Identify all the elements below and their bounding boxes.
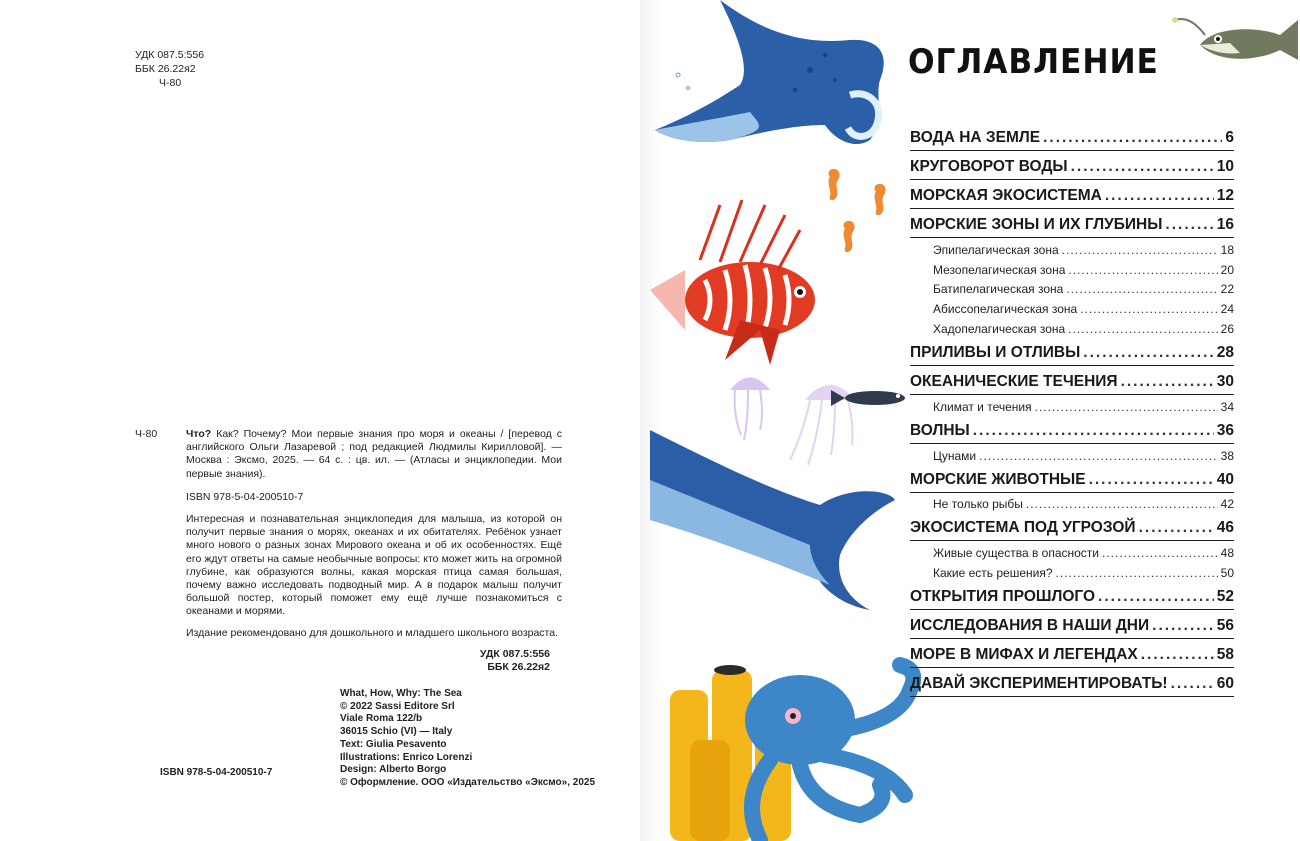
imprint-block [340, 688, 595, 790]
toc-page-number: 60 [1216, 674, 1234, 692]
toc-label: МОРСКАЯ ЭКОСИСТЕМА [910, 187, 1102, 204]
toc-leader-dots [1068, 263, 1217, 277]
toc-page-number: 56 [1216, 616, 1234, 634]
imprint-line: Viale Roma 122/b [340, 713, 423, 725]
toc-page-number: 36 [1216, 421, 1234, 439]
toc-chapter[interactable] [910, 464, 1234, 493]
imprint-line: Text: Giulia Pesavento [340, 738, 447, 750]
toc-page-number: 16 [1216, 216, 1234, 233]
toc-label: Какие есть решения? [933, 565, 1053, 580]
toc-leader-dots [1098, 588, 1214, 606]
toc-leader-dots [1056, 566, 1218, 580]
author-mark-left: Ч-80 [135, 428, 158, 440]
toc-page-number: 18 [1220, 242, 1234, 257]
toc-leader-dots [1121, 373, 1214, 391]
table-of-contents [910, 122, 1234, 697]
toc-leader-dots [1105, 187, 1214, 205]
toc-label: ВОДА НА ЗЕМЛЕ [910, 129, 1041, 146]
toc-leader-dots [979, 449, 1218, 463]
toc-label: Мезопелагическая зона [933, 262, 1066, 277]
toc-leader-dots [1068, 322, 1217, 336]
catalog-entry [186, 428, 562, 481]
imprint-line: © 2022 Sassi Editore Srl [340, 700, 455, 712]
toc-section[interactable] [910, 278, 1234, 298]
toc-label: ИССЛЕДОВАНИЯ В НАШИ ДНИ [910, 616, 1150, 634]
toc-leader-dots [1043, 129, 1222, 147]
anglerfish-icon [1170, 5, 1300, 75]
toc-chapter[interactable] [910, 512, 1234, 541]
toc-section[interactable] [910, 258, 1234, 278]
isbn-line: ISBN 978-5-04-200510-7 [186, 490, 304, 503]
toc-label: Живые существа в опасности [933, 546, 1100, 561]
toc-leader-dots [1026, 497, 1218, 511]
toc-label: ВОЛНЫ [910, 421, 970, 439]
toc-leader-dots [1102, 546, 1218, 560]
toc-label: ОТКРЫТИЯ ПРОШЛОГО [910, 587, 1096, 605]
toc-page-number: 22 [1220, 282, 1234, 297]
imprint-line: Design: Alberto Borgo [340, 764, 447, 776]
toc-leader-dots [1089, 471, 1214, 489]
toc-section[interactable] [910, 493, 1234, 513]
sea-creatures-illustration [650, 0, 950, 841]
toc-leader-dots [1083, 344, 1213, 362]
udk-block-bottom [135, 648, 562, 674]
toc-leader-dots [1080, 302, 1217, 316]
seahorse-icon [829, 169, 886, 252]
toc-label: Не только рыбы [933, 497, 1023, 512]
bibliographic-record [135, 428, 562, 674]
toc-label: Климат и течения [933, 399, 1032, 414]
toc-label: ЭКОСИСТЕМА ПОД УГРОЗОЙ [910, 519, 1136, 537]
author-mark: Ч-80 [159, 77, 182, 89]
toc-label: МОРСКИЕ ЖИВОТНЫЕ [910, 470, 1086, 488]
toc-page-number: 42 [1220, 497, 1234, 512]
toc-page-number: 34 [1220, 399, 1234, 414]
toc-section[interactable] [910, 297, 1234, 317]
toc-leader-dots [1139, 519, 1214, 537]
udk-code: УДК 087.5:556 [135, 49, 205, 61]
toc-chapter[interactable] [910, 415, 1234, 444]
toc-page-number: 12 [1216, 187, 1234, 204]
age-recommendation: Издание рекомендовано для дошкольного и младшего школьного возраста. [186, 626, 559, 639]
toc-label: ДАВАЙ ЭКСПЕРИМЕНТИРОВАТЬ! [910, 674, 1168, 692]
toc-page-number: 30 [1216, 372, 1234, 390]
toc-label: ПРИЛИВЫ И ОТЛИВЫ [910, 343, 1081, 361]
toc-leader-dots [1071, 158, 1214, 176]
imprint-line: What, How, Why: The Sea [340, 688, 462, 699]
toc-chapter[interactable] [910, 581, 1234, 610]
toc-title: ОГЛАВЛЕНИЕ [908, 42, 1159, 82]
toc-chapter[interactable] [910, 639, 1234, 668]
toc-label: Абиссопелагическая зона [933, 302, 1078, 317]
toc-leader-dots [1062, 243, 1218, 257]
imprint-line: Illustrations: Enrico Lorenzi [340, 751, 473, 763]
toc-page-number: 20 [1220, 262, 1234, 277]
toc-label: Батипелагическая зона [933, 282, 1064, 297]
toc-section[interactable] [910, 561, 1234, 581]
toc-chapter[interactable] [910, 180, 1234, 209]
toc-page-number: 10 [1216, 158, 1234, 175]
toc-chapter[interactable] [910, 122, 1234, 151]
manta-ray-icon [655, 0, 884, 144]
toc-page-number: 48 [1220, 546, 1234, 561]
jellyfish-icon [730, 378, 855, 466]
toc-section[interactable] [910, 317, 1234, 337]
toc-page-number: 6 [1225, 129, 1234, 146]
toc-leader-dots [1035, 400, 1218, 414]
imprint-line: 36015 Schio (VI) — Italy [340, 726, 453, 738]
toc-label: Эпипелагическая зона [933, 242, 1059, 257]
whale-tail-icon [650, 430, 895, 610]
toc-label: МОРСКИЕ ЗОНЫ И ИХ ГЛУБИНЫ [910, 216, 1163, 233]
annotation: Интересная и познавательная энциклопедия для малыша, из которой он получит первые знания о морях, океанах и их обитателях. Ребёнок узнает много нового о разных зонах Мирового океана и об их особенностях. Ещё его ждут ответы на самые необычные вопросы: кто может жить на огромной глубине, как образуются волны, какая морская птица самая большая, почему важно исследовать подводный мир. А в подарок малыш получит большой постер, который поможет ему ещё лучше познакомиться с океанами и морями. [186, 513, 562, 618]
toc-page-number: 52 [1216, 587, 1234, 605]
toc-chapter[interactable] [910, 151, 1234, 180]
toc-label: Цунами [933, 448, 977, 463]
toc-label: Хадопелагическая зона [933, 321, 1066, 336]
toc-chapter[interactable] [910, 668, 1234, 697]
toc-section[interactable] [910, 541, 1234, 561]
lionfish-icon [650, 200, 815, 365]
toc-page-number: 28 [1216, 343, 1234, 361]
toc-leader-dots [973, 422, 1214, 440]
udk-block-top [135, 48, 204, 90]
isbn-bottom: ISBN 978-5-04-200510-7 [160, 767, 273, 778]
udk-code-bottom: УДК 087.5:556 [479, 647, 550, 660]
toc-page-number: 38 [1220, 448, 1234, 463]
toc-label: ОКЕАНИЧЕСКИЕ ТЕЧЕНИЯ [910, 372, 1118, 390]
bbk-code-bottom: ББК 26.22я2 [487, 661, 550, 674]
toc-page-number: 24 [1220, 302, 1234, 317]
toc-leader-dots [1152, 617, 1214, 635]
toc-label: КРУГОВОРОТ ВОДЫ [910, 158, 1068, 175]
imprint-line: © Оформление. ООО «Издательство «Эксмо», 2025 [340, 776, 596, 788]
toc-leader-dots [1141, 646, 1214, 664]
toc-page-number: 58 [1216, 645, 1234, 663]
toc-section[interactable] [910, 444, 1234, 464]
toc-page-number: 46 [1216, 519, 1234, 537]
toc-page-number: 26 [1220, 321, 1234, 336]
bbk-code: ББК 26.22я2 [135, 63, 196, 75]
toc-leader-dots [1165, 216, 1213, 234]
toc-label: МОРЕ В МИФАХ И ЛЕГЕНДАХ [910, 645, 1138, 663]
toc-page-number: 40 [1216, 470, 1234, 488]
toc-page-number: 50 [1220, 565, 1234, 580]
entry-text: Как? Почему? Мои первые знания про моря и океаны / [перевод с английского Ольги Лазаревой ; под редакцией Людмилы Кирилловой]. — Москва : Эксмо, 2025. — 64 с. : цв. ил. — (Атласы и энциклопедии. Мои первые знания). [186, 428, 562, 480]
toc-chapter[interactable] [910, 209, 1234, 238]
toc-leader-dots [1171, 675, 1214, 693]
entry-title: Что? [186, 428, 212, 440]
toc-chapter[interactable] [910, 610, 1234, 639]
toc-leader-dots [1066, 282, 1217, 296]
toc-section[interactable] [910, 238, 1234, 258]
toc-section[interactable] [910, 395, 1234, 415]
toc-chapter[interactable] [910, 337, 1234, 366]
toc-chapter[interactable] [910, 366, 1234, 395]
